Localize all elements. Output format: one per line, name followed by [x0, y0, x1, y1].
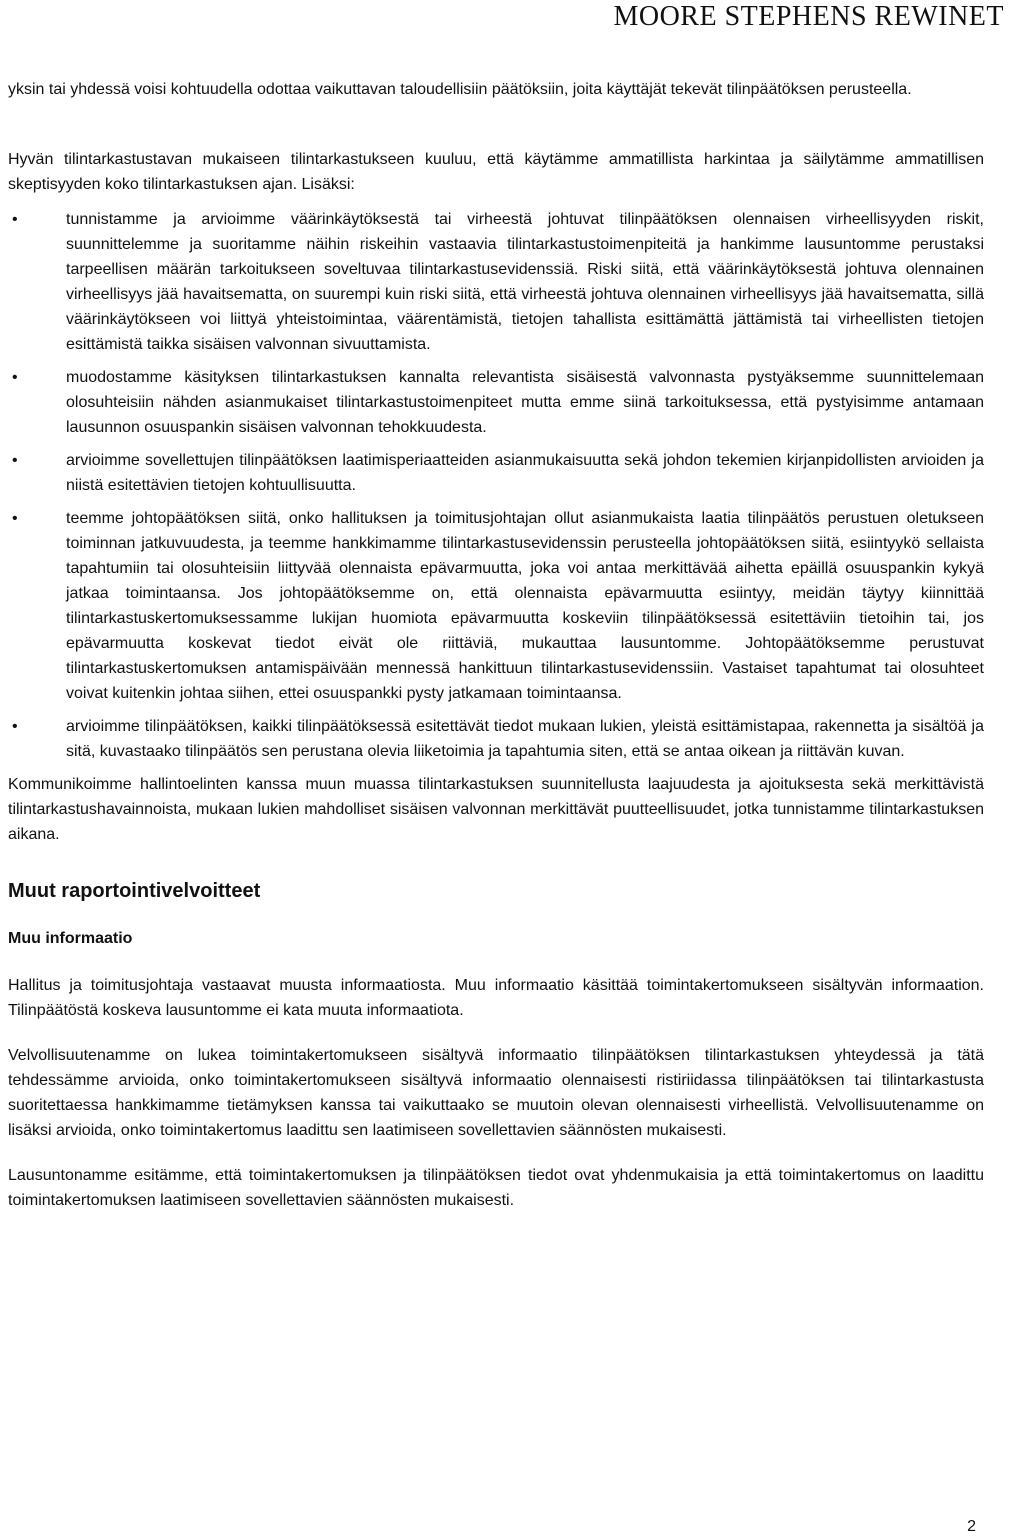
- communication-paragraph: Kommunikoimme hallintoelinten kanssa muun muassa tilintarkastuksen suunnitellusta laajuudesta ja ajoituksesta sekä merkittävistä tilintarkastushavainnoista, mukaan lukien mahdolliset sisäisen valvonnan merkittävät puutteellisuudet, jotka tunnistamme tilintarkastuksen aikana.: [8, 776, 984, 843]
- bullet-text: • muodostamme käsityksen tilintarkastuksen kannalta relevantista sisäisestä valvonnasta pystyäksemme suunnittelemaan olosuhteisiin nähden asianmukaiset tilintarkastustoimenpiteet mutta emme siinä tarkoituksessa, että pystyisimme antamaan lausunnon osuuspankin sisäisen valvonnan tehokkuudesta.: [66, 369, 984, 436]
- brand-logo-text: MOORE STEPHENS REWINET: [613, 1, 1004, 32]
- document-content: [8, 77, 984, 1233]
- subheading-other-information: Muu informaatio: [8, 930, 133, 947]
- intro-paragraph: yksin tai yhdessä voisi kohtuudella odottaa vaikuttavan taloudellisiin päätöksiin, joita käyttäjät tekevät tilinpäätöksen perusteella.: [8, 81, 912, 98]
- page-number: 2: [967, 1518, 976, 1535]
- bullet-text: • tunnistamme ja arvioimme väärinkäytöksestä tai virheestä johtuvat tilinpäätöksen olennaisen virheellisyyden riskit, suunnittelemme ja suoritamme näihin riskeihin vastaavia tilintarkastustoimenpiteitä ja hankimme lausuntomme perustaksi tarpeellisen määrän tarkoitukseen soveltuvaa tilintarkastusevidenssiä. Riski siitä, että väärinkäytöksestä johtuva olennainen virheellisyys jää havaitsematta, on suurempi kuin riski siitä, että virheestä johtuva olennainen virheellisyys jää havaitsematta, sillä väärinkäytökseen voi liittyä yhteistoimintaa, väärentämistä, tietojen tahallista esittämättä jättämistä tai virheellisten tietojen esittämistä taikka sisäisen valvonnan sivuuttamista.: [66, 211, 984, 353]
- audit-paragraph: Hyvän tilintarkastustavan mukaiseen tilintarkastukseen kuuluu, että käytämme ammatillista harkintaa ja säilytämme ammatillisen skeptisyyden koko tilintarkastuksen ajan. Lisäksi:: [8, 151, 984, 193]
- bullet-item-going-concern: [8, 506, 984, 706]
- section-heading-other-reporting: Muut raportointivelvoitteet: [8, 880, 261, 902]
- bullet-item-presentation: [8, 714, 984, 764]
- bullet-text: • arvioimme sovellettujen tilinpäätöksen laatimisperiaatteiden asianmukaisuutta sekä johdon tekemien kirjanpidollisten arvioiden ja niistä esitettävien tietojen kohtuullisuutta.: [66, 452, 984, 494]
- bullet-text: • arvioimme tilinpäätöksen, kaikki tilinpäätöksessä esitettävät tiedot mukaan lukien, yleistä esittämistapaa, rakennetta ja sisältöä ja sitä, kuvastaako tilinpäätös sen perustana olevia liiketoimia ja tapahtumia siten, että se antaa oikean ja riittävän kuvan.: [66, 718, 984, 760]
- bullet-text: • teemme johtopäätöksen siitä, onko hallituksen ja toimitusjohtajan ollut asianmukaista laatia tilinpäätös perustuen oletukseen toiminnan jatkuvuudesta, ja teemme hankkimamme tilintarkastusevidenssin perusteella johtopäätöksen siitä, esiintyykö sellaista tapahtumiin tai olosuhteisiin liittyvää olennaista epävarmuutta, joka voi antaa merkittävää aihetta epäillä osuuspankin kykyä jatkaa toimintaansa. Jos johtopäätöksemme on, että olennaista epävarmuutta esiintyy, meidän täytyy kiinnittää tilintarkastuskertomuksessamme lukijan huomiota epävarmuutta koskeviin tilinpäätöksessä esitettäviin tietoihin tai, jos epävarmuutta koskevat tiedot eivät ole riittäviä, mukauttaa lausuntomme. Johtopäätöksemme perustuvat tilintarkastuskertomuksen antamispäivään mennessä hankittuun tilintarkastusevidenssiin. Vastaiset tapahtumat tai olosuhteet voivat kuitenkin johtaa siihen, ettei osuuspankki pysty jatkamaan toimintaansa.: [66, 510, 984, 702]
- other-info-paragraph-3: Lausuntonamme esitämme, että toimintakertomuksen ja tilinpäätöksen tiedot ovat yhdenmukaisia ja että toimintakertomus on laadittu toimintakertomuksen laatimiseen sovellettavien säännösten mukaisesti.: [8, 1167, 984, 1209]
- bullet-item-accounting-estimates: [8, 448, 984, 498]
- audit-bullet-list: [8, 207, 984, 764]
- bullet-item-risk-identification: [8, 207, 984, 357]
- bullet-item-internal-control: [8, 365, 984, 440]
- other-info-paragraph-2: Velvollisuutenamme on lukea toimintakertomukseen sisältyvä informaatio tilinpäätöksen tilintarkastuksen yhteydessä ja tätä tehdessämme arvioida, onko toimintakertomukseen sisältyvä informaatio olennaisesti ristiriidassa tilinpäätöksen tai tilintarkastusta suoritettaessa hankkimamme tietämyksen kanssa tai vaikuttaako se muutoin olevan olennaisesti virheellistä. Velvollisuutenamme on lisäksi arvioida, onko toimintakertomus laadittu sen laatimiseen sovellettavien säännösten mukaisesti.: [8, 1047, 984, 1139]
- other-info-paragraph-1: Hallitus ja toimitusjohtaja vastaavat muusta informaatiosta. Muu informaatio käsittää toimintakertomukseen sisältyvän informaation. Tilinpäätöstä koskeva lausuntomme ei kata muuta informaatiota.: [8, 977, 984, 1019]
